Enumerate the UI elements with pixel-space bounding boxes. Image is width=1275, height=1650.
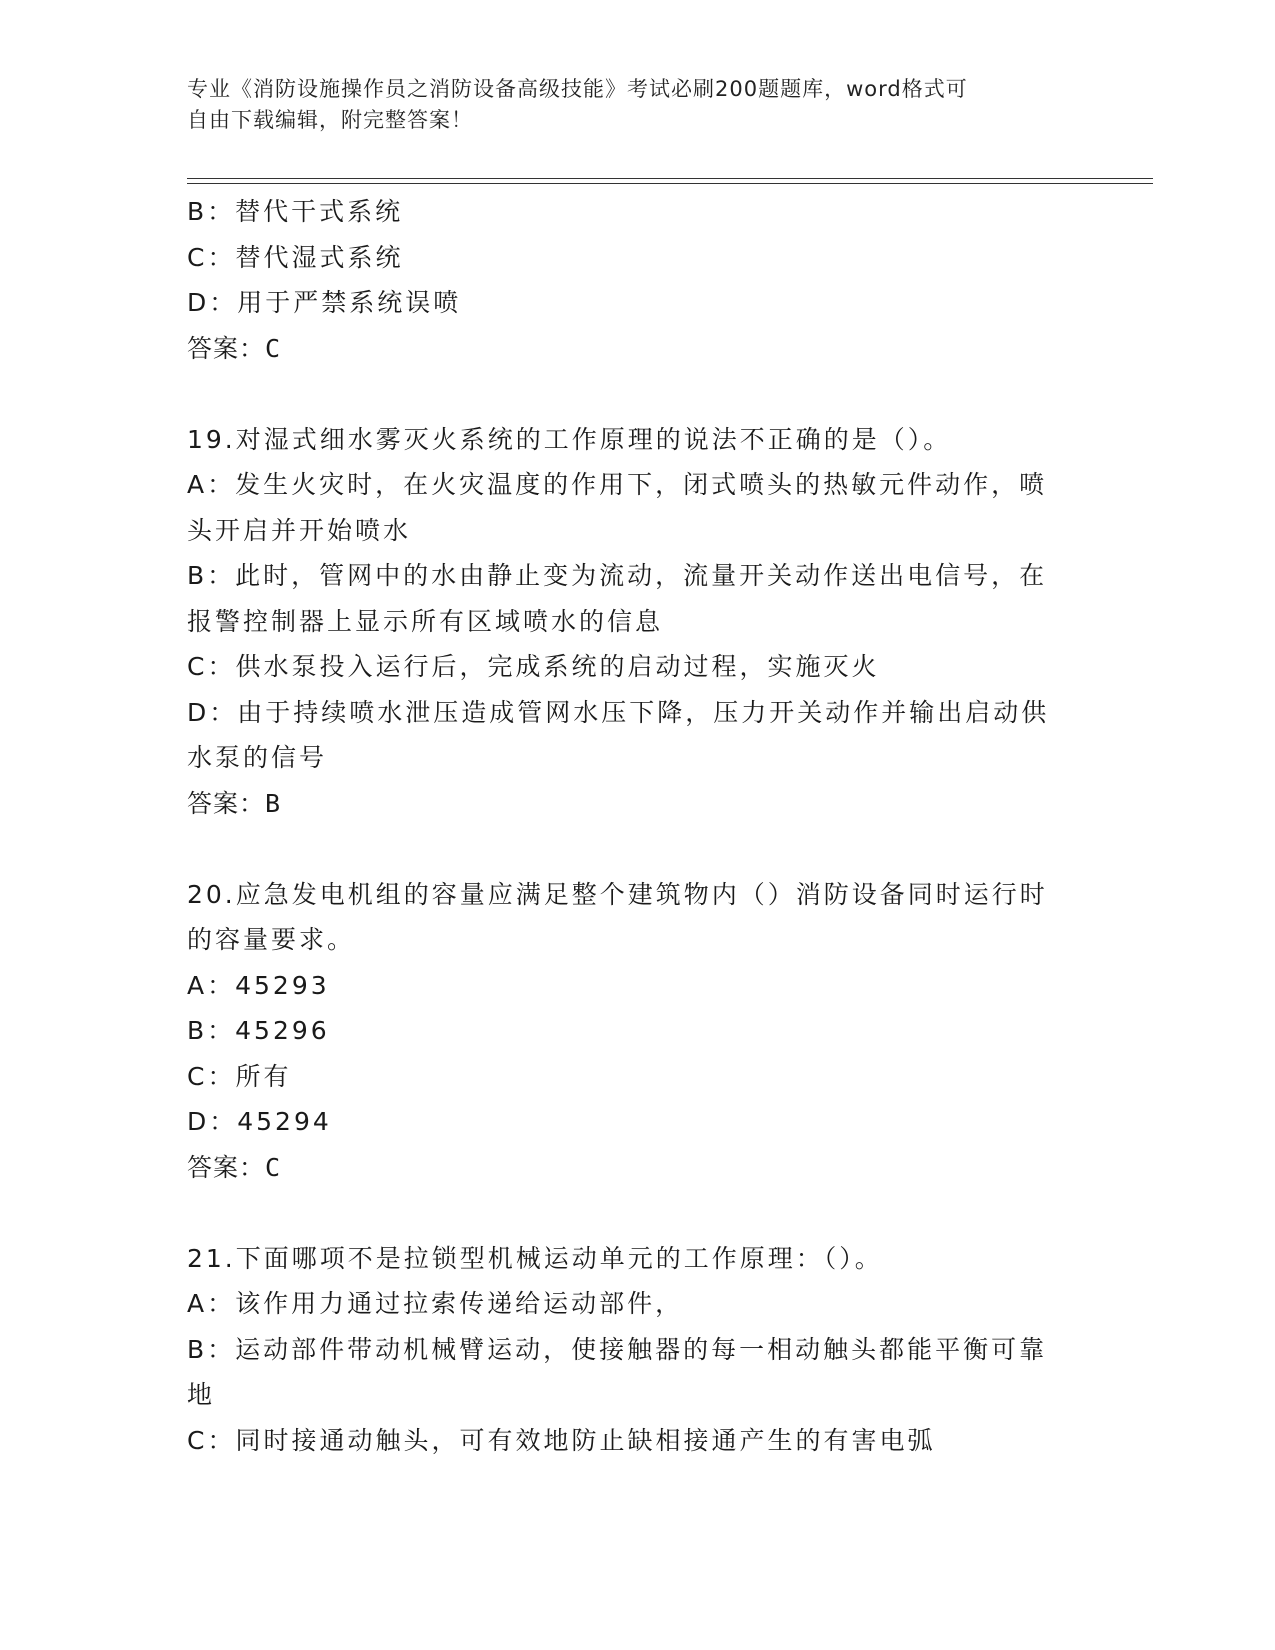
question-18-block bbox=[187, 189, 1067, 371]
q20-question-line-1: 20.应急发电机组的容量应满足整个建筑物内（）消防设备同时运行时 bbox=[187, 879, 1048, 909]
q20-option-b: B：45296 bbox=[187, 1016, 330, 1045]
q19-option-a-line-1: A：发生火灾时，在火灾温度的作用下，闭式喷头的热敏元件动作，喷 bbox=[187, 470, 1048, 499]
q18-answer bbox=[187, 326, 1067, 372]
q19-question: 19.对湿式细水雾灭火系统的工作原理的说法不正确的是（）。 bbox=[187, 424, 952, 454]
q19-answer-value: B bbox=[265, 788, 282, 818]
q18-option-b: B：替代干式系统 bbox=[187, 197, 404, 226]
q18-option-c: C：替代湿式系统 bbox=[187, 242, 404, 272]
q19-option-b-line-2: 报警控制器上显示所有区域喷水的信息 bbox=[187, 606, 664, 636]
q18-answer-value: C bbox=[265, 333, 282, 363]
spacer bbox=[187, 371, 1067, 417]
q21-question: 21.下面哪项不是拉锁型机械运动单元的工作原理：（）。 bbox=[187, 1243, 883, 1273]
q21-option-a: A：该作用力通过拉索传递给运动部件， bbox=[187, 1289, 684, 1318]
header-divider-bottom bbox=[187, 183, 1153, 184]
q20-option-a: A：45293 bbox=[187, 970, 330, 1000]
q20-answer bbox=[187, 1145, 1067, 1191]
question-19-block bbox=[187, 417, 1067, 827]
page-header bbox=[187, 74, 1067, 136]
q19-option-d-line-1: D：由于持续喷水泄压造成管网水压下降，压力开关动作并输出启动供 bbox=[187, 697, 1050, 727]
question-21-block bbox=[187, 1236, 1067, 1464]
q19-answer bbox=[187, 781, 1067, 827]
question-20-block bbox=[187, 872, 1067, 1191]
header-title-line-2: 自由下载编辑，附完整答案！ bbox=[187, 108, 473, 132]
question-list bbox=[187, 189, 1067, 1463]
q21-option-b-line-2: 地 bbox=[187, 1380, 216, 1409]
q20-answer-value: C bbox=[265, 1152, 282, 1182]
q20-answer-label: 答案： bbox=[187, 1152, 266, 1182]
header-title-line-1: 专业《消防设施操作员之消防设备高级技能》考试必刷200题题库，word格式可 bbox=[187, 77, 968, 101]
header-divider-top bbox=[187, 178, 1153, 179]
q19-option-c: C：供水泵投入运行后，完成系统的启动过程，实施灭火 bbox=[187, 652, 880, 681]
q19-option-d-line-2: 水泵的信号 bbox=[187, 743, 328, 772]
q20-question-line-2: 的容量要求。 bbox=[187, 925, 356, 954]
spacer bbox=[187, 1190, 1067, 1236]
q18-answer-label: 答案： bbox=[187, 333, 266, 363]
q18-option-d: D：用于严禁系统误喷 bbox=[187, 288, 462, 317]
q19-answer-label: 答案： bbox=[187, 788, 266, 818]
q19-option-b-line-1: B：此时，管网中的水由静止变为流动，流量开关动作送出电信号，在 bbox=[187, 561, 1048, 590]
q20-option-c: C：所有 bbox=[187, 1061, 292, 1091]
q19-option-a-line-2: 头开启并开始喷水 bbox=[187, 515, 412, 545]
q20-option-d: D：45294 bbox=[187, 1107, 332, 1136]
spacer bbox=[187, 826, 1067, 872]
q21-option-c: C：同时接通动触头，可有效地防止缺相接通产生的有害电弧 bbox=[187, 1425, 936, 1455]
q21-option-b-line-1: B：运动部件带动机械臂运动，使接触器的每一相动触头都能平衡可靠 bbox=[187, 1334, 1048, 1364]
